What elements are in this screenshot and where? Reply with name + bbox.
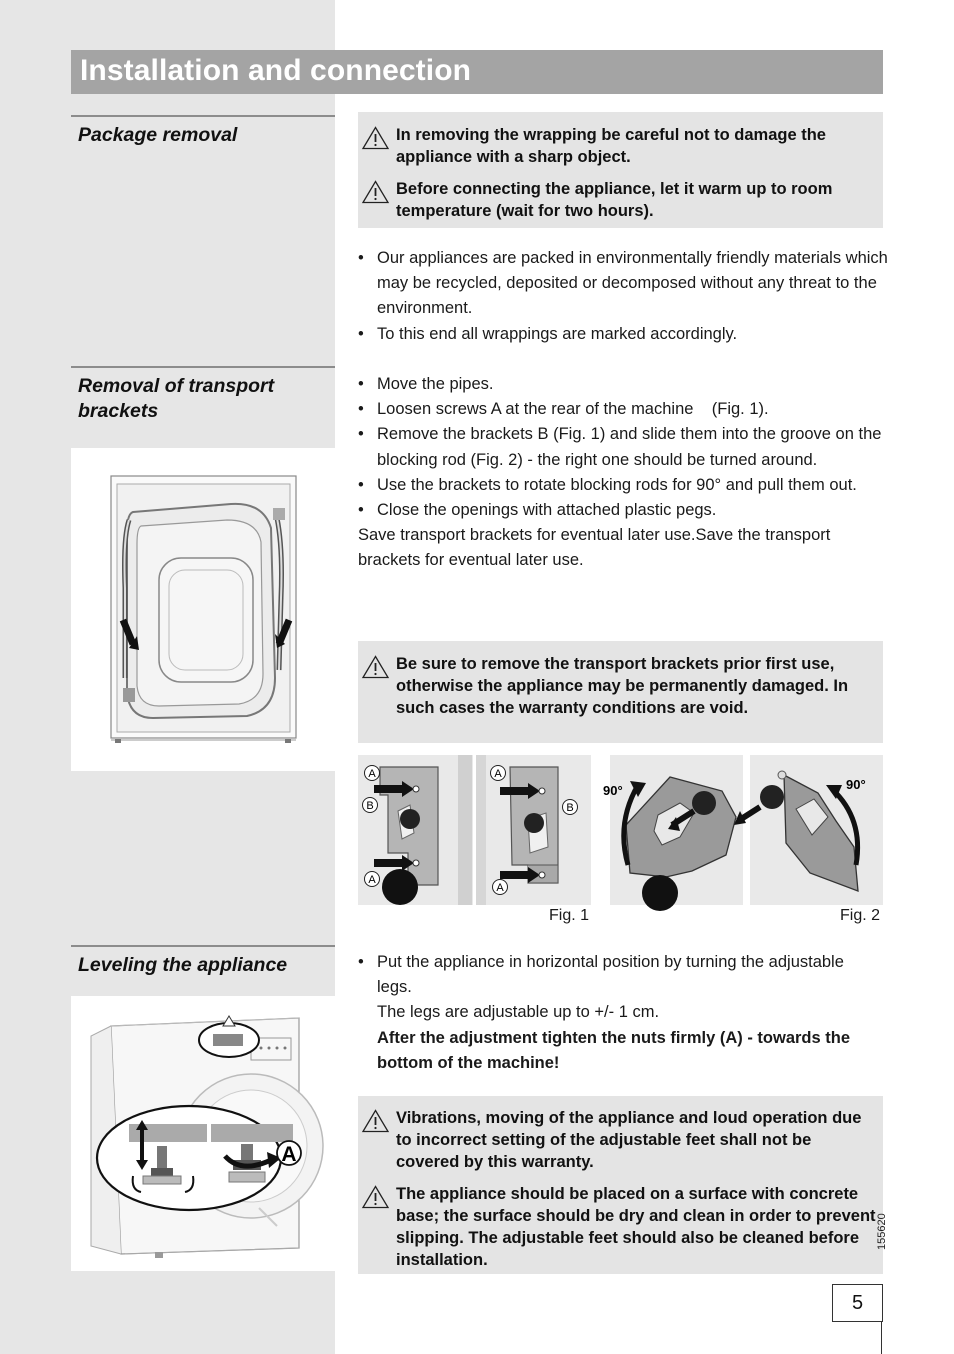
leveling-text bbox=[358, 950, 883, 1076]
fig1-caption: Fig. 1 bbox=[549, 907, 590, 924]
figure-1 bbox=[358, 755, 591, 905]
bracket-bullet-list bbox=[358, 372, 883, 574]
warning-triangle-icon bbox=[362, 180, 389, 204]
warning-item: Be sure to remove the transport brackets prior first use, otherwise the appliance may be permanently damaged. In such cases the warranty conditions are void. bbox=[358, 653, 883, 719]
list-item: • Use the brackets to rotate blocking rods for 90° and pull them out. bbox=[358, 475, 857, 494]
leveling-drawing bbox=[71, 996, 335, 1271]
list-item: • Loosen screws A at the rear of the machine (Fig. 1). bbox=[358, 400, 769, 419]
section-heading-package-removal: Package removal bbox=[71, 115, 335, 148]
foot-nut-label: A bbox=[281, 1143, 297, 1166]
fig1-label-a: A bbox=[496, 882, 504, 894]
title-bar bbox=[71, 50, 883, 94]
warning-triangle-icon bbox=[362, 126, 389, 150]
warning-triangle-icon bbox=[362, 1185, 389, 1209]
fig2-angle-label: 90° bbox=[603, 783, 623, 798]
warning-item: The appliance should be placed on a surface with concrete base; the surface should be dry and clean in order to prevent slipping. The adjustable feet should also be cleaned before installation. bbox=[358, 1183, 883, 1271]
list-item: • Move the pipes. bbox=[358, 375, 494, 393]
document-number: 155620 bbox=[876, 1213, 888, 1250]
warning-item: Before connecting the appliance, let it warm up to room temperature (wait for two hours). bbox=[358, 178, 883, 222]
figure-2 bbox=[603, 755, 883, 905]
warning-box-package bbox=[358, 112, 883, 228]
list-item: • Put the appliance in horizontal position by turning the adjustable legs. bbox=[358, 953, 844, 997]
section-heading-transport-brackets: Removal of transport brackets bbox=[71, 366, 335, 424]
list-item: • Remove the brackets B (Fig. 1) and slide them into the groove on the blocking rod (Fig. 2) - the right one should be turned around. bbox=[358, 425, 882, 469]
warning-triangle-icon bbox=[362, 655, 389, 679]
list-item: • To this end all wrappings are marked accordingly. bbox=[358, 324, 738, 343]
page-number: 5 bbox=[832, 1284, 883, 1322]
fig2-caption: Fig. 2 bbox=[840, 907, 881, 924]
fig1-label-b: B bbox=[566, 802, 574, 814]
warning-item: In removing the wrapping be careful not to damage the appliance with a sharp object. bbox=[358, 124, 883, 168]
fig1-label-b: B bbox=[366, 800, 374, 812]
warning-box-leveling bbox=[358, 1096, 883, 1274]
figure-1-drawing bbox=[358, 755, 591, 905]
package-bullet-list bbox=[358, 246, 888, 347]
leveling-illustration bbox=[71, 996, 335, 1271]
page-title: Installation and connection bbox=[80, 54, 472, 87]
machine-rear-illustration bbox=[71, 448, 335, 771]
page-number-rule bbox=[881, 1322, 882, 1354]
leveling-range-line: The legs are adjustable up to +/- 1 cm. bbox=[377, 1003, 660, 1022]
bracket-note: Save transport brackets for eventual later use.Save the transport brackets for eventual later use. bbox=[358, 526, 831, 570]
list-item: • Our appliances are packed in environmentally friendly materials which may be recycled, deposited or decomposed without any threat to the environment. bbox=[358, 249, 888, 318]
section-heading-leveling: Leveling the appliance bbox=[71, 945, 335, 978]
figure-2-drawing bbox=[603, 755, 883, 905]
warning-triangle-icon bbox=[362, 1109, 389, 1133]
machine-rear-drawing bbox=[71, 448, 335, 771]
fig1-label-a: A bbox=[368, 768, 376, 780]
fig1-label-a: A bbox=[368, 874, 376, 886]
fig2-angle-label: 90° bbox=[846, 777, 866, 792]
warning-item: Vibrations, moving of the appliance and loud operation due to incorrect setting of the adjustable feet shall not be covered by this warranty. bbox=[358, 1107, 883, 1173]
fig1-label-a: A bbox=[494, 768, 502, 780]
list-item: • Close the openings with attached plastic pegs. bbox=[358, 501, 717, 520]
leveling-tighten-line: After the adjustment tighten the nuts firmly (A) - towards the bottom of the machine! bbox=[377, 1028, 851, 1072]
warning-box-brackets bbox=[358, 641, 883, 743]
